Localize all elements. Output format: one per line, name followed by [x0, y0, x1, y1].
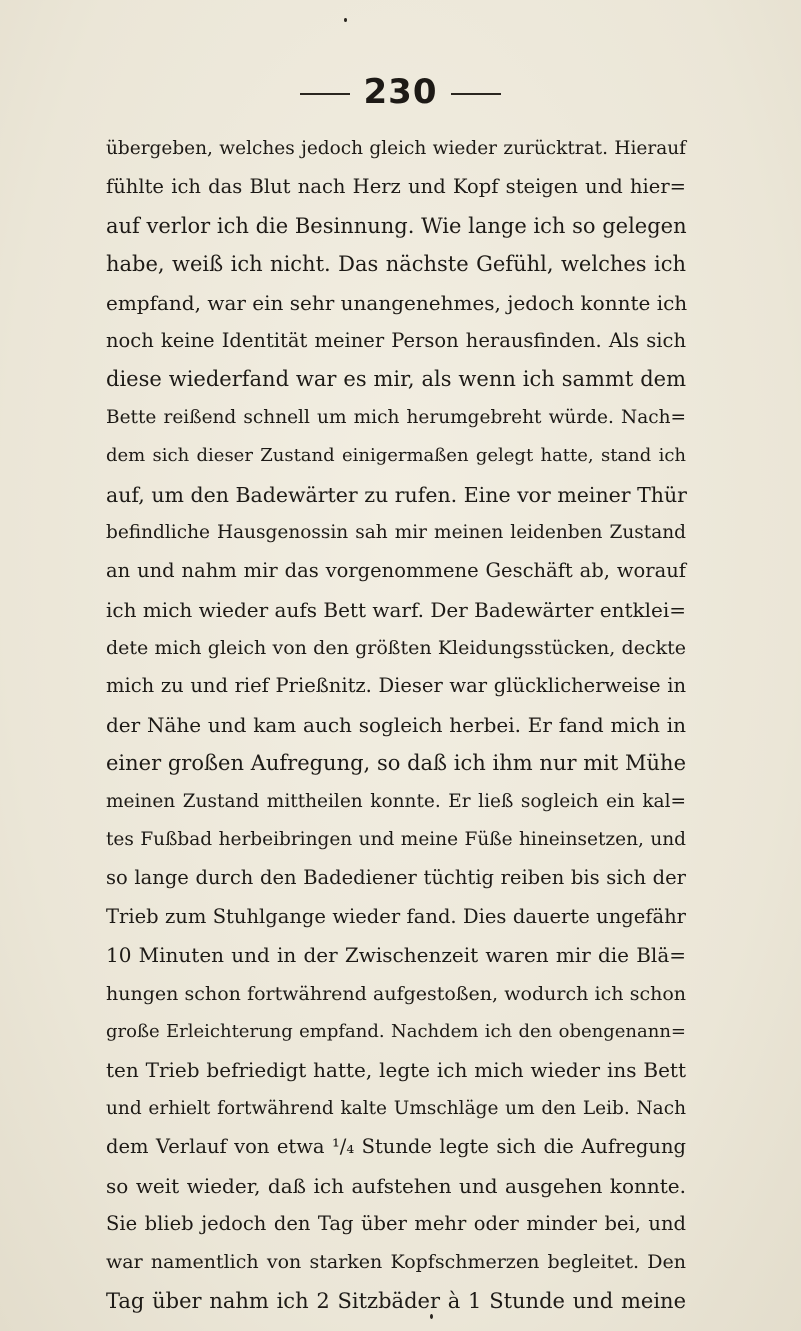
- text-line: an und nahm mir das vorgenommene Geschäft ab, worauf: [106, 559, 686, 583]
- text-line: der Nähe und kam auch sogleich herbei. Er fand mich in: [106, 712, 686, 737]
- text-line: meinen Zustand mittheilen konnte. Er ließ sogleich ein kal=: [106, 790, 686, 812]
- text-line: Trieb zum Stuhlgange wieder fand. Dies dauerte ungefähr: [106, 904, 686, 928]
- text-line: so weit wieder, daß ich aufstehen und ausgehen konnte.: [106, 1173, 686, 1198]
- text-line: 10 Minuten und in der Zwischenzeit waren mir die Blä=: [106, 943, 686, 968]
- text-line: noch keine Identität meiner Person herausfinden. Als sich: [106, 328, 686, 352]
- text-line: fühlte ich das Blut nach Herz und Kopf steigen und hier=: [106, 175, 686, 199]
- page-header: [0, 72, 801, 112]
- header-rule-left: [300, 93, 350, 95]
- text-line: Tag über nahm ich 2 Sitzbäder à 1 Stunde und meine: [106, 1288, 686, 1313]
- text-line: dete mich gleich von den größten Kleidungsstücken, deckte: [106, 637, 686, 660]
- text-line: auf, um den Badewärter zu rufen. Eine vor meiner Thür: [106, 482, 687, 507]
- text-line: so lange durch den Badediener tüchtig reiben bis sich der: [106, 866, 686, 890]
- text-line: und erhielt fortwährend kalte Umschläge um den Leib. Nach: [106, 1097, 686, 1119]
- text-line: Sie blieb jedoch den Tag über mehr oder minder bei, und: [106, 1211, 686, 1235]
- text-line: empfand, war ein sehr unangenehmes, jedoch konnte ich: [106, 290, 688, 315]
- ink-speck-top: [344, 18, 347, 22]
- header-rule-right: [451, 93, 501, 95]
- text-line: war namentlich von starken Kopfschmerzen begleitet. Den: [106, 1251, 686, 1274]
- text-line: ten Trieb befriedigt hatte, legte ich mich wieder ins Bett: [106, 1058, 686, 1083]
- text-line: ich mich wieder aufs Bett warf. Der Badewärter entklei=: [106, 597, 687, 622]
- text-line: mich zu und rief Prießnitz. Dieser war glücklicherweise in: [106, 674, 686, 698]
- text-line: dem sich dieser Zustand einigermaßen gelegt hatte, stand ich: [106, 445, 686, 467]
- text-line: einer großen Aufregung, so daß ich ihm nur mit Mühe: [106, 751, 686, 776]
- text-line: große Erleichterung empfand. Nachdem ich den obengenann=: [106, 1020, 686, 1042]
- text-line: befindliche Hausgenossin sah mir meinen leidenben Zustand: [106, 521, 686, 543]
- body-text: [106, 130, 686, 1320]
- text-line: Bette reißend schnell um mich herumgebreht würde. Nach=: [106, 406, 686, 428]
- text-line: übergeben, welches jedoch gleich wieder zurücktrat. Hierauf: [106, 138, 686, 159]
- text-line: diese wiederfand war es mir, als wenn ich sammt dem: [106, 367, 686, 392]
- page-number: 230: [363, 72, 438, 112]
- text-line: auf verlor ich die Besinnung. Wie lange ich so gelegen: [106, 213, 687, 238]
- text-line: habe, weiß ich nicht. Das nächste Gefühl, welches ich: [106, 252, 686, 277]
- text-line: tes Fußbad herbeibringen und meine Füße hineinsetzen, und: [106, 829, 686, 851]
- text-line: hungen schon fortwährend aufgestoßen, wodurch ich schon: [106, 982, 686, 1005]
- text-line: dem Verlauf von etwa ¹/₄ Stunde legte sich die Aufregung: [106, 1135, 686, 1159]
